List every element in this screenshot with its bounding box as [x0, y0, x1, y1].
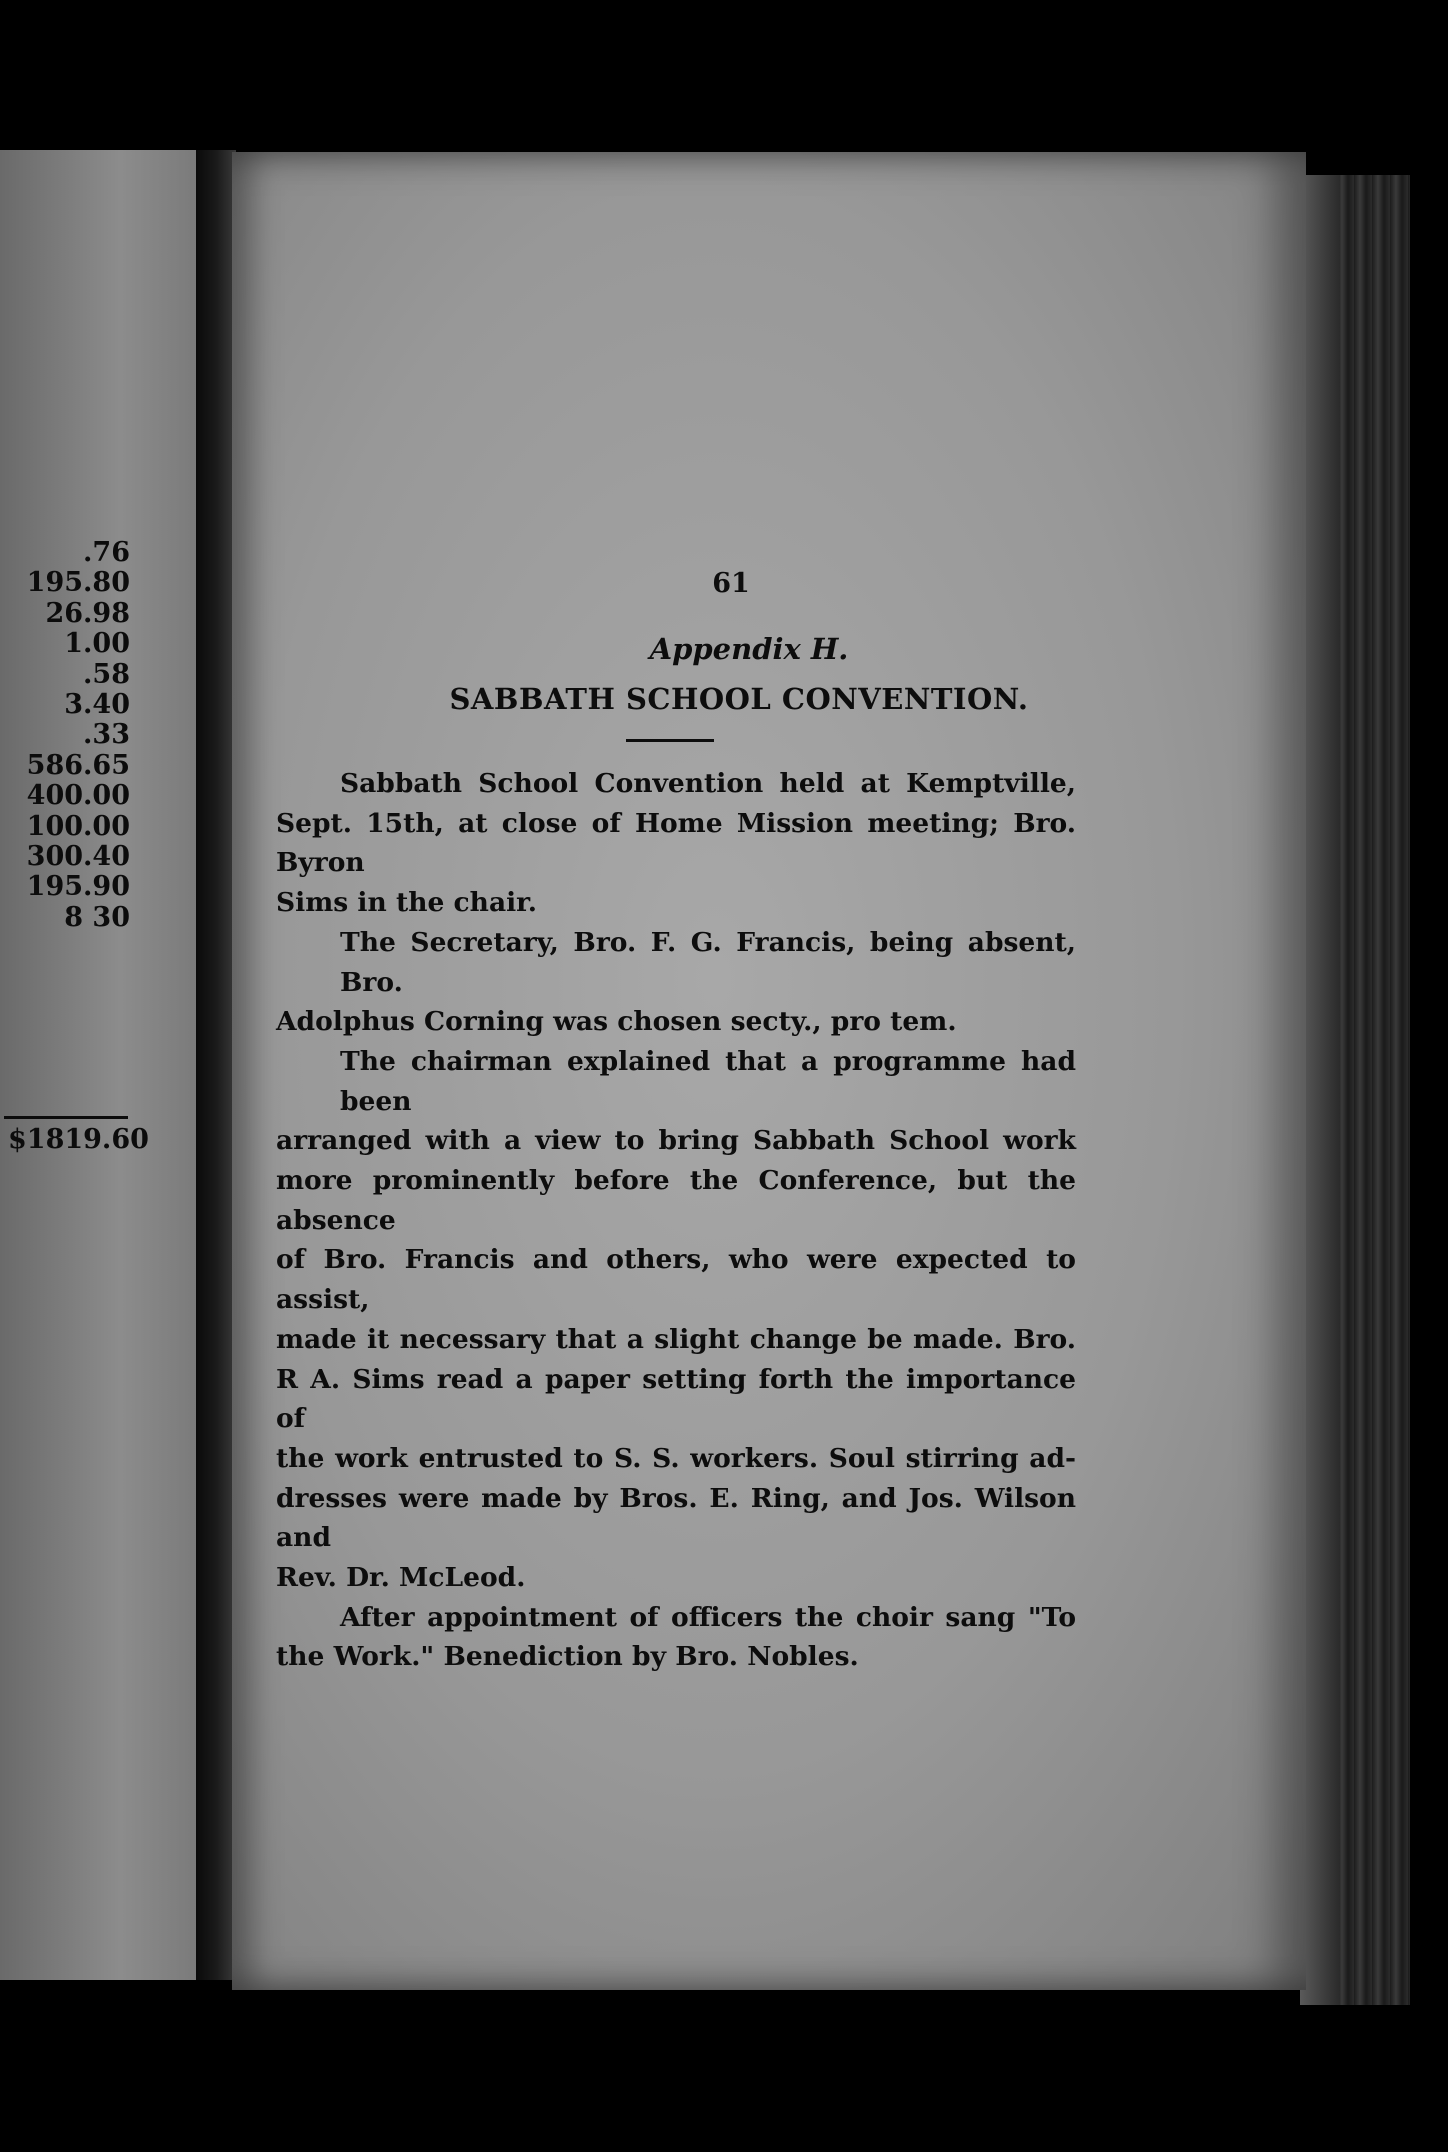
section-title: SABBATH SCHOOL CONVENTION. — [449, 682, 1029, 716]
title-rule — [626, 739, 714, 742]
text-line: Adolphus Corning was chosen secty., pro tem. — [276, 1006, 957, 1038]
book-gutter — [196, 150, 236, 1980]
text-line: The Secretary, Bro. F. G. Francis, being absent, Bro. — [340, 926, 1076, 998]
page-content — [232, 152, 1306, 1990]
text-line: more prominently before the Conference, but the absence — [276, 1165, 1076, 1236]
page-number: 61 — [712, 568, 750, 599]
text-line: the work entrusted to S. S. workers. Soul stirring ad- — [276, 1442, 1076, 1474]
paragraph-2 — [276, 923, 1076, 1042]
text-line: arranged with a view to bring Sabbath School work — [276, 1125, 1076, 1157]
text-line: Sept. 15th, at close of Home Mission meeting; Bro. Byron — [276, 807, 1076, 879]
text-line: Sabbath School Convention held at Kemptville, — [340, 768, 1076, 799]
figure-7: .33 — [83, 719, 130, 751]
appendix-label: Appendix H. — [649, 632, 849, 666]
figure-9: 400.00 — [26, 780, 130, 812]
left-facing-page — [0, 150, 200, 1980]
text-line: The chairman explained that a programme had been — [340, 1045, 1076, 1117]
paragraph-1 — [276, 764, 1076, 923]
text-line: After appointment of officers the choir sang "To — [340, 1601, 1076, 1633]
figure-4: 1.00 — [64, 628, 130, 660]
text-line: the Work." Benediction by Bro. Nobles. — [276, 1641, 859, 1673]
figure-2: 195.80 — [26, 567, 130, 599]
figure-10: 100.00 — [26, 810, 130, 842]
body-text — [276, 764, 1076, 1677]
left-page-total: $1819.60 — [8, 1124, 149, 1155]
paragraph-4 — [276, 1598, 1076, 1677]
figure-12: 195.90 — [26, 871, 130, 903]
text-line: made it necessary that a slight change be made. Bro. — [276, 1323, 1076, 1355]
main-page — [232, 152, 1306, 1990]
text-line: of Bro. Francis and others, who were expected to assist, — [276, 1244, 1076, 1316]
figure-11: 300.40 — [26, 841, 130, 873]
page-edge-shadow — [1300, 175, 1340, 2005]
text-line: Rev. Dr. McLeod. — [276, 1562, 526, 1594]
text-line: dresses were made by Bros. E. Ring, and Jos. Wilson and — [276, 1482, 1076, 1554]
figure-6: 3.40 — [64, 689, 130, 721]
total-rule — [4, 1116, 128, 1119]
text-line: R A. Sims read a paper setting forth the importance of — [276, 1363, 1076, 1435]
figure-1: .76 — [83, 537, 130, 568]
figure-13: 8 30 — [64, 901, 130, 933]
figure-5: .58 — [83, 658, 130, 690]
figure-8: 586.65 — [26, 749, 130, 781]
left-page-figures — [27, 538, 130, 933]
figure-3: 26.98 — [45, 597, 130, 629]
paragraph-3 — [276, 1042, 1076, 1598]
text-line: Sims in the chair. — [276, 887, 537, 919]
